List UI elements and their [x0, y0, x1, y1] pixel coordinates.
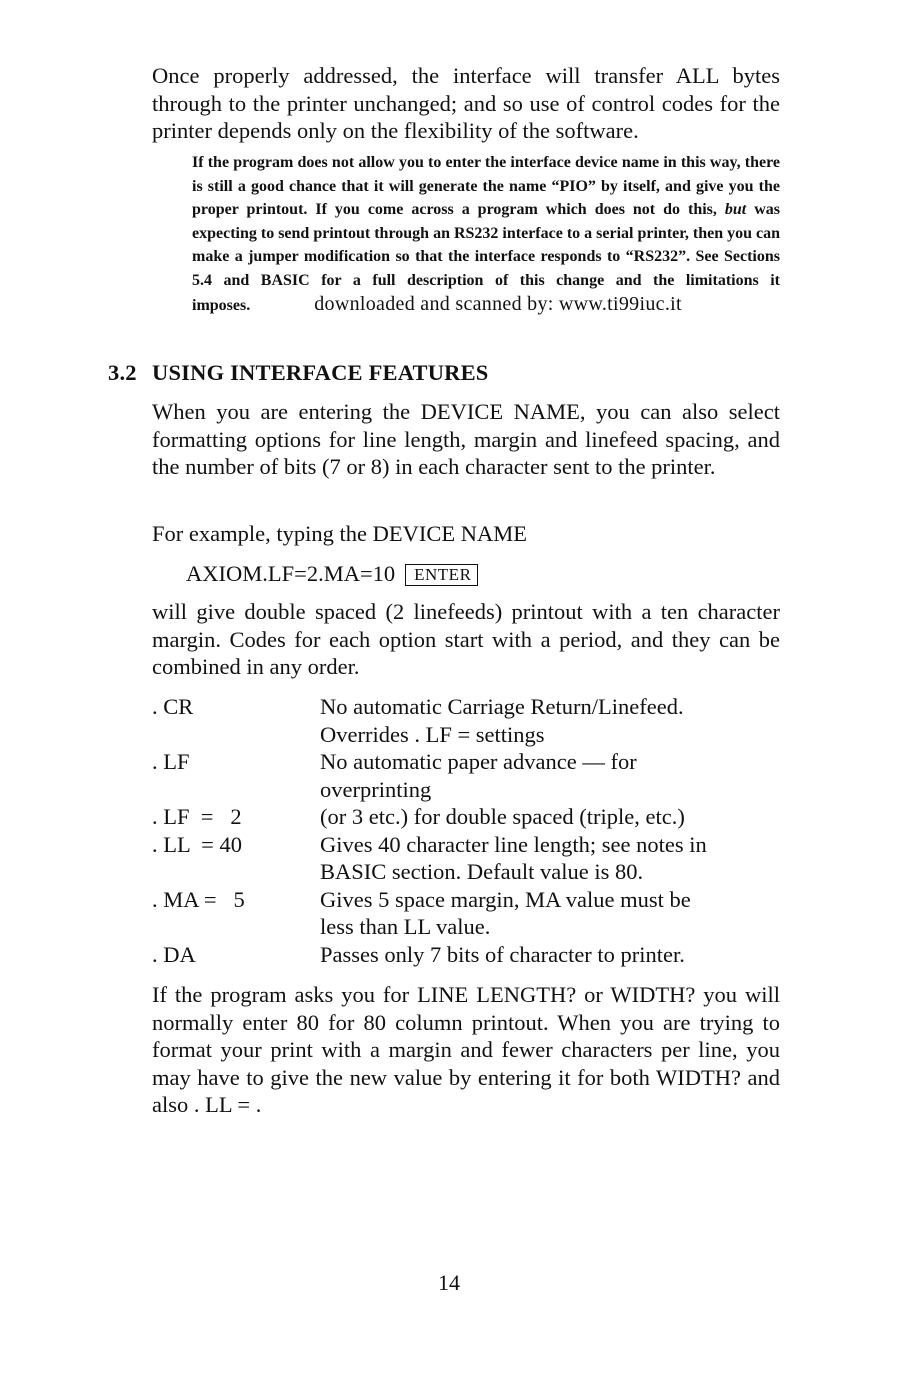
option-row: [152, 886, 782, 941]
options-table: [152, 693, 782, 968]
option-description: No automatic paper advance — for overprinting: [320, 749, 637, 802]
option-code: . CR: [152, 694, 194, 719]
enter-key-icon: ENTER: [405, 564, 478, 586]
note-text-start: If the program does not allow you to enter the interface device name in this way, there is still a good chance that it will generate the name “PIO” by itself, and give you the proper printout. If you come across a program which does not do this,: [192, 154, 780, 219]
option-description: Gives 40 character line length; see notes in BASIC section. Default value is 80.: [320, 831, 707, 884]
option-row: [152, 803, 782, 831]
intro-paragraph: Once properly addressed, the interface will transfer ALL bytes through to the printer unchanged; and so use of control codes for the printer depends only on the flexibility of the software.: [152, 63, 780, 143]
option-row: [152, 831, 782, 886]
features-paragraph: When you are entering the DEVICE NAME, you can also select formatting options for line length, margin and linefeed spacing, and the number of bits (7 or 8) in each character sent to the printer.: [152, 399, 780, 479]
example-command: AXIOM.LF=2.MA=10: [186, 561, 396, 586]
option-code: . LL = 40: [152, 831, 242, 857]
option-description: Gives 5 space margin, MA value must be less than LL value.: [320, 886, 691, 939]
note-text-end: was expecting to send printout through an RS232 interface to a serial printer, then you can make a jumper modification so that the interface responds to “RS232”. See Sections 5.4 and BASIC for a full description of this change and the limitations it imposes.: [192, 201, 781, 314]
width-paragraph: If the program asks you for LINE LENGTH? or WIDTH? you will normally enter 80 for 80 column printout. When you are trying to format your print with a margin and fewer characters per line, you may have to give the new value by entering it for both WIDTH? and also . LL = .: [152, 982, 780, 1117]
option-code: . LF = 2: [152, 804, 242, 829]
page-number: 14: [438, 1270, 460, 1295]
section-number: 3.2: [108, 360, 137, 385]
option-description: (or 3 etc.) for double spaced (triple, etc.): [320, 804, 685, 829]
option-row: [152, 693, 782, 748]
example-intro: For example, typing the DEVICE NAME: [152, 521, 527, 546]
option-description: Passes only 7 bits of character to printer.: [320, 941, 685, 967]
option-description: No automatic Carriage Return/Linefeed. Overrides . LF = settings: [320, 694, 684, 747]
option-code: . DA: [152, 941, 196, 967]
note-italic-word: but: [724, 201, 747, 219]
note-paragraph: [192, 151, 780, 317]
section-title: USING INTERFACE FEATURES: [152, 360, 489, 385]
example-result-paragraph: will give double spaced (2 linefeeds) printout with a ten character margin. Codes for each option start with a period, and they can be combined in any order.: [152, 599, 780, 679]
option-row: [152, 941, 782, 969]
scan-credit: downloaded and scanned by: www.ti99iuc.it: [314, 292, 682, 315]
option-code: . LF: [152, 749, 190, 774]
example-command-line: [186, 560, 478, 587]
option-code: . MA = 5: [152, 886, 245, 912]
option-row: [152, 748, 782, 803]
section-heading: [108, 360, 489, 386]
